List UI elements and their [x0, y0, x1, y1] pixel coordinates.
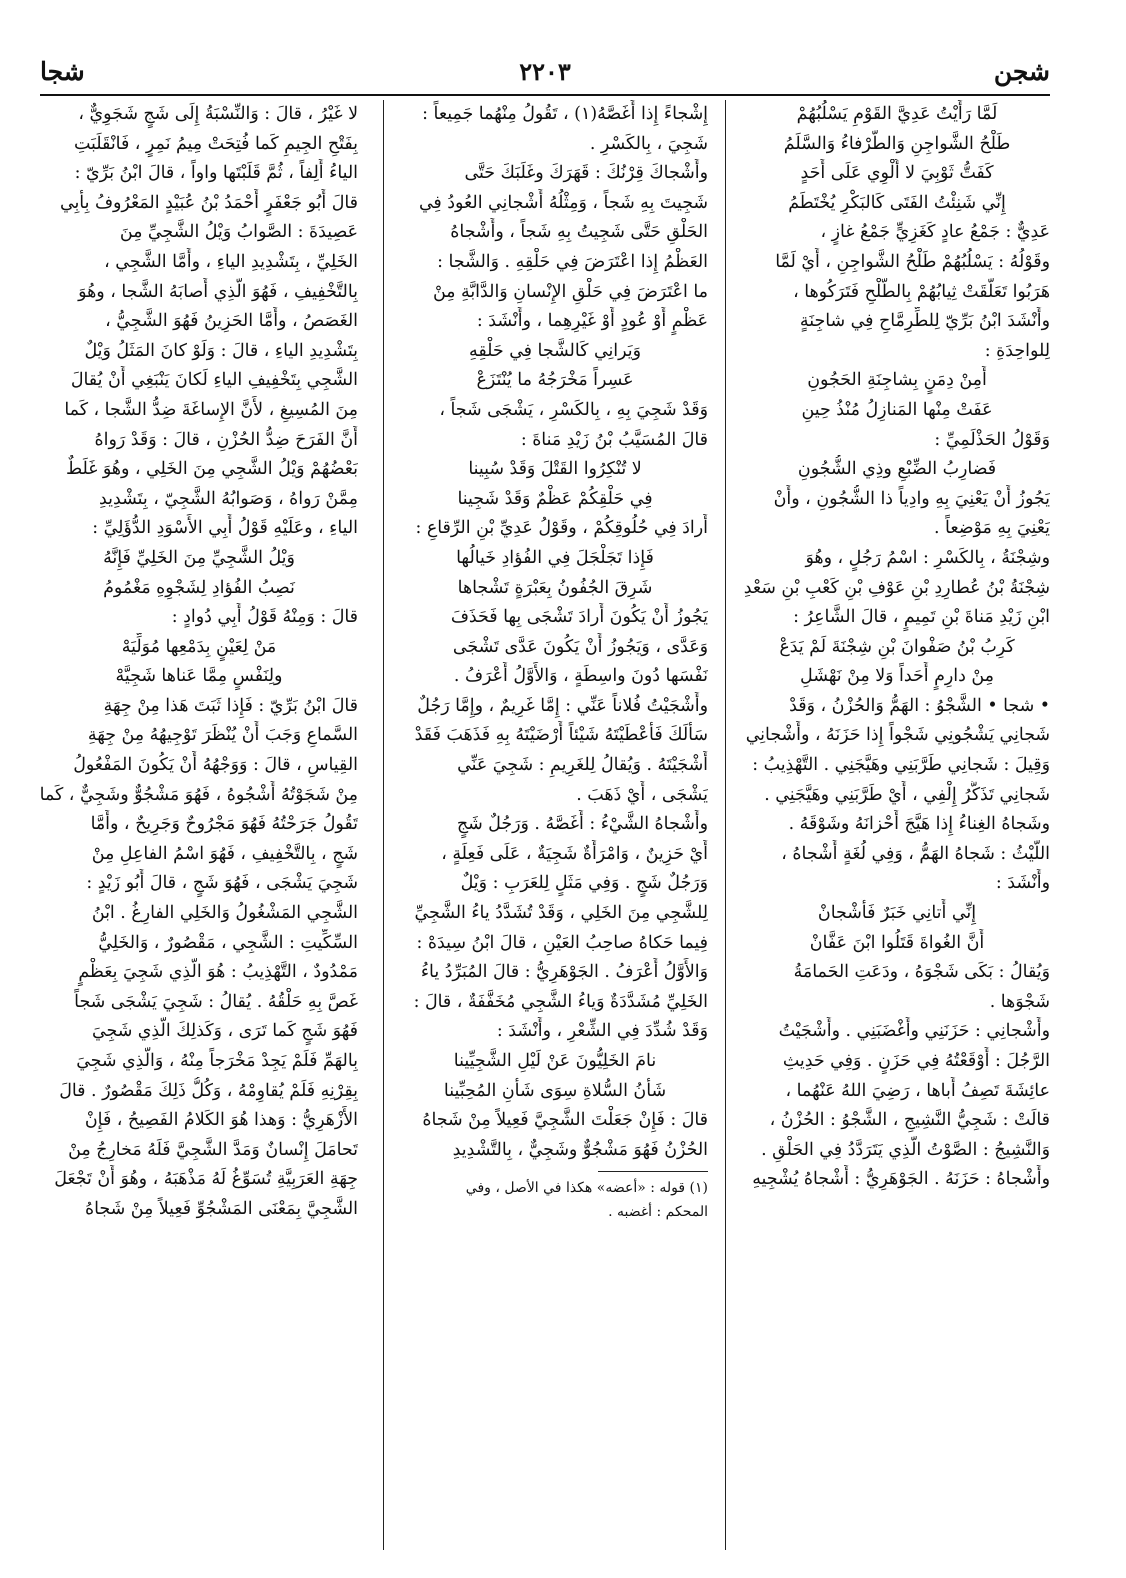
column-divider	[725, 100, 726, 1550]
text-line: وقَوْلُهُ : يَسْلُبُهُمْ طَلْحُ الشَّواجِنِ ، أَيْ لَمَّا	[775, 251, 1050, 272]
text-line: نَفْسَها دُونَ واسِطَةٍ ، وَالأَوَّلُ أَعْرَفُ .	[453, 666, 708, 687]
verse-line: لا تُنْكِرُوا القَتْلَ وَقَدْ سُبِينا	[468, 459, 642, 480]
text-line: شِجْنَةُ بْنُ عُطارِدِ بْنِ عَوْفِ بْنِ كَعْبِ بْنِ سَعْدِ	[744, 577, 1050, 598]
text-line: أَيْ حَزِينٌ ، وَامْرَأَةٌ شَجِيَةٌ ، عَلَى فَعِلَةٍ ،	[441, 843, 708, 864]
text-line: شَجانِي تَذَكُّرُ إِلْفِي ، أَيْ طَرَّبَنِي وهَيَّجَنِي .	[764, 784, 1050, 805]
text-line: عَدِيٌّ : جَمْعُ عادٍ كَغَزِيٍّ جَمْعُ غازٍ ،	[820, 222, 1050, 243]
text-columns	[40, 100, 1050, 1550]
text-line: السَّماعِ وَجَبَ أَنْ يُنْظَرَ تَوْجِيهُهُ مِنْ جِهَةِ	[87, 725, 358, 746]
text-line: أَنَّ الفَرَحَ ضِدُّ الحُزْنِ ، قالَ : وَقَدْ رَواهُ	[94, 429, 358, 450]
verse-line: وَيْلُ الشَّجِيِّ مِنَ الخَلِيِّ فَإِنَّهُ	[103, 547, 295, 568]
text-line: وَالأَوَّلُ أَعْرَفُ . الجَوْهَرِيُّ : قالَ المُبَرِّدُ ياءُ	[420, 962, 708, 983]
text-line: شَجٍ ، بِالتَّخْفِيفِ ، فَهُوَ اسْمُ الفاعِلِ مِنْ	[91, 843, 358, 864]
text-line: قالَ المُسَيَّبُ بْنُ زَيْدِ مَناةَ :	[520, 429, 708, 450]
text-line: أَرادَ فِي حُلُوقِكُمْ ، وقَوْلُ عَدِيِّ بْنِ الرِّقاعِ :	[415, 518, 708, 539]
text-line: وشَجاهُ الغِناءُ إِذا هَيَّجَ أَحْزانَهُ وشَوْقَهُ .	[788, 814, 1050, 835]
footnote-line: (١) قوله : «أعضه» هكذا في الأصل ، وفي	[465, 1180, 708, 1197]
verse-line: ولِنَفْسٍ مِمَّا عَناها شَجِيَّهْ	[115, 666, 283, 687]
text-line: العَظْمُ إِذا اعْتَرَضَ فِي حَلْقِهِ . وَالشَّجا :	[437, 251, 708, 272]
verse-line: لَمَّا رَأَيْتُ عَدِيَّ القَوْمِ يَسْلُبُهُمْ	[796, 104, 998, 124]
text-line: الغَصَصُ ، وأَمَّا الحَزِينُ فَهُوَ الشَّجِيُّ ،	[105, 311, 358, 332]
text-line: قالَتْ : شَجِيُّ النَّشِيجِ ، الشَّجْوُ : الحُزْنُ ،	[769, 1110, 1050, 1131]
verse-line: أَمِنْ دِمَنٍ بِشاجِنَةِ الحَجُونِ	[807, 370, 987, 391]
text-line: لا غَيْرُ ، قالَ : وَالنِّسْبَةُ إِلَى شَجٍ شَجَوِيٌّ ،	[78, 104, 358, 124]
column-left	[40, 100, 358, 1550]
text-line: سَأَلَكَ فَأَعْطَيْتَهُ شَيْئاً أَرْضَيْتَهُ بِهِ فَذَهَبَ فَقَدْ	[414, 725, 708, 746]
text-line: يَشْجَى ، أَيْ ذَهَبَ .	[576, 784, 708, 805]
text-line: إِشْجاءً إِذا أَغَصَّهُ(١) ، تَقُولُ مِنْهُما جَمِيعاً :	[422, 104, 708, 124]
text-line: • شجا • الشَّجْوُ : الهَمُّ وَالحُزْنُ ، وَقَدْ	[789, 695, 1050, 716]
text-line: الخَلِيِّ مُشَدَّدَةٌ وَياءُ الشَّجِي مُخَفَّفَةٌ ، قالَ :	[413, 991, 708, 1012]
verse-line: مِنْ دارِمٍ أَحَداً وَلا مِنْ نَهْشَلِ	[800, 666, 994, 687]
text-line: تَحامَلَ إِنْسانٌ وَمَدَّ الشَّجِيَّ فَلَهُ مَخارِجُ مِنْ	[68, 1139, 358, 1160]
footnote-line: المحكم : أغضبه .	[608, 1204, 708, 1221]
text-line: ابْنِ زَيْدِ مَناةَ بْنِ تَمِيمٍ ، قالَ الشَّاعِرُ :	[793, 607, 1050, 628]
text-line: شَجِيَ يَشْجَى ، فَهُوَ شَجٍ ، قالَ أَبُو زَيْدٍ :	[86, 873, 358, 894]
verse-line: عَفَتْ مِنْها المَنازِلُ مُنْذُ حِينِ	[801, 399, 993, 420]
text-line: بِتَشْدِيدِ الياءِ ، قالَ : وَلَوْ كانَ المَثَلُ وَيْلٌ	[84, 340, 358, 361]
text-line: وأَشْجاهُ : حَزَنَهُ . الجَوْهَرِيُّ : أَشْجاهُ يُشْجِيهِ	[752, 1169, 1050, 1190]
text-line: وأَشْجاكَ قِرْنُكَ : قَهَرَكَ وغَلَبَكَ حَتَّى	[464, 163, 708, 184]
text-line: الحُزْنُ فَهُوَ مَشْجُوٌّ وشَجِيٌّ ، بِالتَّشْدِيدِ	[452, 1139, 708, 1160]
text-line: وَعَدَّى ، وَيَجُوزُ أَنْ يَكُونَ عَدَّى تَشْجَى	[452, 636, 708, 657]
text-line: تَقُولُ جَرَحْتُهُ فَهُوَ مَجْرُوحٌ وَجَرِيحٌ ، وأَمَّا	[90, 814, 358, 835]
text-line: هَرَبُوا تَعَلَّقَتْ ثِيابُهُمْ بِالطَّلْحِ فَتَرَكُوها ،	[793, 281, 1050, 302]
text-line: الخَلِيِّ ، بِتَشْدِيدِ الياءِ ، وأَمَّا الشَّجِي ،	[104, 251, 358, 272]
text-line: وأَنْشَدَ :	[995, 873, 1050, 894]
text-line: عائِشَةَ تَصِفُ أَباها ، رَضِيَ اللهُ عَنْهُما ،	[785, 1080, 1050, 1101]
text-line: اللَّيْثُ : شَجاهُ الهَمُّ ، وَفِي لُغَةٍ أَشْجاهُ ،	[781, 843, 1050, 864]
text-line: شَجانِي يَشْجُونِي شَجْواً إِذا حَزَنَهُ ، وأَشْجانِي	[745, 725, 1050, 746]
header-right-word: شجن	[993, 57, 1050, 86]
text-line: شَجْوَها .	[989, 991, 1050, 1012]
text-line: الرَّجُلَ : أَوْقَعْتُهُ فِي حَزَنٍ . وَفِي حَدِيثِ	[782, 1051, 1050, 1071]
text-line: وَقَوْلُ الحَذْلَمِيِّ :	[934, 429, 1050, 450]
text-line: مِنْ شَجَوْتُهُ أَشْجُوهُ ، فَهُوَ مَشْجُوٌّ وشَجِيٌّ ، كَما	[40, 784, 358, 805]
column-middle	[402, 100, 708, 1550]
text-line: ما اعْتَرَضَ فِي حَلْقِ الإِنْسانِ وَالدَّابَّةِ مِنْ	[432, 281, 708, 302]
text-line: وشِجْنَةُ ، بِالكَسْرِ : اسْمُ رَجُلٍ ، وهُوَ	[805, 547, 1050, 568]
text-line: عَصِيدَةَ : الصَّوابُ وَيْلُ الشَّجِيِّ مِنَ	[119, 222, 358, 243]
text-line: بَعْضُهُمْ وَيْلُ الشَّجِي مِنَ الخَلِي ، وهُوَ غَلَطٌ	[65, 459, 358, 480]
verse-line: نَصِبُ الفُؤادِ لِشَجْوِهِ مَغْمُومُ	[103, 577, 295, 598]
text-line: الشَّجِيَّ بِمَعْنَى المَشْجُوِّ فَعِيلاً مِنْ شَجاهُ	[84, 1198, 358, 1219]
text-line: يَجُوزُ أَنْ يَكُونَ أَرادَ تَشْجَى بِها فَحَذَفَ	[450, 607, 708, 628]
verse-line: فَضارِبُ الضِّبْعِ وذِي الشُّجُونِ	[797, 459, 997, 480]
text-line: الشَّجِي المَشْغُولُ وَالخَلِي الفارِغُ . ابْنُ	[91, 903, 358, 924]
text-line: لِلواحِدَةِ :	[984, 340, 1050, 361]
verse-line: طَلْحُ الشَّواجِنِ وَالطَّرْفاءُ وَالسَّلَمُ	[783, 133, 1011, 154]
header-rule	[40, 94, 1050, 96]
text-line: الياءُ أَلِفاً ، ثُمَّ قَلَبْتَها واواً ، قالَ ابْنُ بَرِّيّ :	[74, 163, 358, 184]
text-line: فَهُوَ شَجٍ كَما تَرَى ، وَكَذلِكَ الَّذِي شَجِيَ	[91, 1021, 358, 1042]
text-line: القِياسِ ، قالَ : وَوَجْهُهُ أَنْ يَكُونَ المَفْعُولُ	[73, 755, 358, 776]
column-divider	[383, 100, 384, 1550]
text-line: بِالهَمِّ فَلَمْ يَجِدْ مَخْرَجاً مِنْهُ ، وَالَّذِي شَجِيَ	[76, 1051, 358, 1071]
text-line: قالَ أَبُو جَعْفَرٍ أَحْمَدُ بْنُ عُبَيْدٍ المَعْرُوفُ بِأَبِي	[59, 192, 358, 213]
text-line: مِنَ المُسِيغِ ، لأَنَّ الإِساغَةَ ضِدُّ الشَّجا ، كَما	[64, 399, 358, 420]
verse-line: أَنَّ الغُواةَ قَتَلُوا ابْنَ عَفَّانْ	[809, 932, 985, 953]
verse-line: فَإِذا تَجَلْجَلَ فِي الفُؤادِ خَيالُها	[456, 547, 654, 568]
verse-line: نامَ الخَلِيُّونَ عَنْ لَيْلِ الشَّجِيِّينا	[453, 1051, 657, 1071]
page-number: ٢٢٠٣	[519, 57, 571, 86]
verse-line: وَيَرانِي كَالشَّجا فِي حَلْقِهِ	[469, 340, 641, 361]
verse-line: فِي حَلْقِكُمْ عَظْمٌ وَقَدْ شَجِينا	[457, 488, 653, 509]
text-line: جِهَةِ العَرَبِيَّةِ تُسَوِّغُ لَهُ مَذْهَبَهُ ، وهُوَ أَنْ تَجْعَلَ	[54, 1169, 358, 1190]
text-line: وَرَجُلٌ شَجٍ . وَفِي مَثَلٍ لِلعَرَبِ : وَيْلٌ	[460, 873, 708, 894]
column-right	[744, 100, 1050, 1550]
text-line: الشَّجِي بِتَخْفِيفِ الياءِ لَكانَ يَنْبَغِي أَنْ يُقالَ	[70, 370, 358, 391]
text-line: لِلشَّجِي مِنَ الخَلِي ، وَقَدْ تُشَدَّدُ ياءُ الشَّجِيِّ	[414, 903, 708, 924]
verse-line: شَرِقَ الجُفُونُ بِعَبْرَةٍ تَشْجاها	[457, 577, 653, 598]
text-line: وأَشْجَيْتُ فُلاناً عَنِّي : إِمَّا غَرِيمٌ ، وإِمَّا رَجُلٌ	[417, 695, 708, 716]
verse-line: عَسِراً مَخْرَجُهُ ما يُنْتَزَعْ	[476, 370, 634, 391]
text-line: وأَشْجاهُ الشَّيْءُ : أَغَصَّهُ . وَرَجُلٌ شَجٍ	[456, 814, 708, 835]
verse-line: مَنْ لِعَيْنٍ بِدَمْعِها مُوَلِّيَهْ	[121, 636, 277, 657]
text-line: فِيما حَكاهُ صاحِبُ العَيْنِ ، قالَ ابْنُ سِيدَهْ :	[416, 932, 708, 953]
verse-line: إِنِّي شَنِئْتُ الفَتَى كَالبَكْرِ يُخْتَطَمُ	[788, 192, 1006, 213]
text-line: الياءِ ، وعَلَيْهِ قَوْلُ أَبِي الأَسْوَدِ الدُّؤَلِيِّ :	[92, 518, 358, 539]
text-line: أَشْجَيْتَهُ . وَيُقالُ لِلغَرِيمِ : شَجِيَ عَنِّي	[457, 755, 708, 776]
text-line: الأَزْهَرِيُّ : وَهذا هُوَ الكَلامُ الفَصِيحُ ، فَإِنْ	[84, 1110, 358, 1131]
text-line: وَيُقالُ : بَكَى شَجْوَهُ ، ودَعَتِ الحَمامَةُ	[793, 962, 1050, 983]
text-line: السِّكِّيتِ : الشَّجِي ، مَقْصُورٌ ، وَالخَلِيُّ	[98, 932, 358, 953]
text-line: وَقِيلَ : شَجانِي طَرَّبَنِي وهَيَّجَنِي . التَّهْذِيبُ :	[752, 755, 1050, 776]
text-line: يَعْنِيَ بِهِ مَوْضِعاً .	[933, 518, 1050, 539]
text-line: بِالتَّخْفِيفِ ، فَهُوَ الَّذِي أَصابَهُ الشَّجا ، وهُوَ	[78, 281, 358, 302]
text-line: وأَنْشَدَ ابْنُ بَرِّيّ لِلطِّرِمَّاحِ فِي شاجِنَةٍ	[799, 311, 1050, 332]
page-header	[40, 52, 1050, 92]
text-line: قالَ : فَإِنْ جَعَلْتَ الشَّجِيَّ فَعِيلاً مِنْ شَجاهُ	[422, 1110, 708, 1131]
text-line: قالَ : وَمِنْهُ قَوْلُ أَبِي دُوادٍ :	[171, 607, 358, 628]
text-line: وَقَدْ شُدِّدَ فِي الشِّعْرِ ، وأَنْشَدَ :	[496, 1021, 708, 1042]
verse-line: شَأْنُ السُّلاةِ سِوَى شَأْنِ المُحِبِّينا	[443, 1080, 667, 1101]
header-left-word: شجا	[40, 57, 85, 86]
text-line: مِمَّنْ رَواهُ ، وَصَوابُهُ الشَّجِيّ ، بِتَشْدِيدِ	[99, 488, 358, 509]
text-line: وأَشْجانِي : حَزَنَنِي وأَغْضَبَنِي . وأَشْجَيْتُ	[778, 1021, 1050, 1042]
text-line: عَظْمٍ أَوْ عُودٍ أَوْ غَيْرِهِما ، وأَنْشَدَ :	[476, 311, 708, 332]
text-line: الحَلْقِ حَتَّى شَجِيتُ بِهِ شَجاً ، وأَشْجاهُ	[450, 222, 708, 243]
text-line: بِفَتْحِ الجِيمِ كَما فُتِحَتْ مِيمُ نَمِرٍ ، فَانْقَلَبَتِ	[73, 133, 358, 154]
text-line: يَجُوزُ أَنْ يَعْنِيَ بِهِ وادِياً ذا الشُّجُونِ ، وأَنْ	[773, 488, 1050, 509]
text-line: وَقَدْ شَجِيَ بِهِ ، بِالكَسْرِ ، يَشْجَى شَجاً ،	[439, 399, 708, 420]
text-line: قالَ ابْنُ بَرِّيّ : فَإِذا ثَبَتَ هَذا مِنْ جِهَةِ	[103, 695, 358, 716]
footnote-rule	[598, 1171, 708, 1172]
text-line: وَالنَّشِيجُ : الصَّوْتُ الَّذِي يَتَرَدَّدُ فِي الحَلْقِ .	[761, 1139, 1050, 1160]
verse-line: إِنِّي أَتانِي خَبَرٌ فَأَشْجانْ	[817, 903, 977, 924]
verse-line: كَرِبُ بْنُ صَفْوانَ بْنِ شِجْنَةَ لَمْ يَدَعْ	[779, 636, 1015, 657]
text-line: شَجِيتَ بِهِ شَجاً ، وَمِثْلُهُ أَشْجانِي العُودُ فِي	[418, 192, 708, 213]
text-line: شَجِيَ ، بِالكَسْرِ .	[589, 133, 708, 154]
text-line: غَصَّ بِهِ حَلْقُهُ . يُقالُ : شَجِيَ يَشْجَى شَجاً	[74, 991, 358, 1012]
verse-line: كَفَتُّ ثَوْبِيَ لا أُلْوِي عَلَى أَحَدٍ	[800, 163, 994, 184]
text-line: بِقِرْنِهِ فَلَمْ يُقاوِمْهُ ، وَكُلُّ ذَلِكَ مَقْصُورٌ . قالَ	[59, 1080, 358, 1101]
text-line: مَمْدُودٌ ، التَّهْذِيبُ : هُوَ الَّذِي شَجِيَ بِعَظْمٍ	[78, 962, 358, 983]
